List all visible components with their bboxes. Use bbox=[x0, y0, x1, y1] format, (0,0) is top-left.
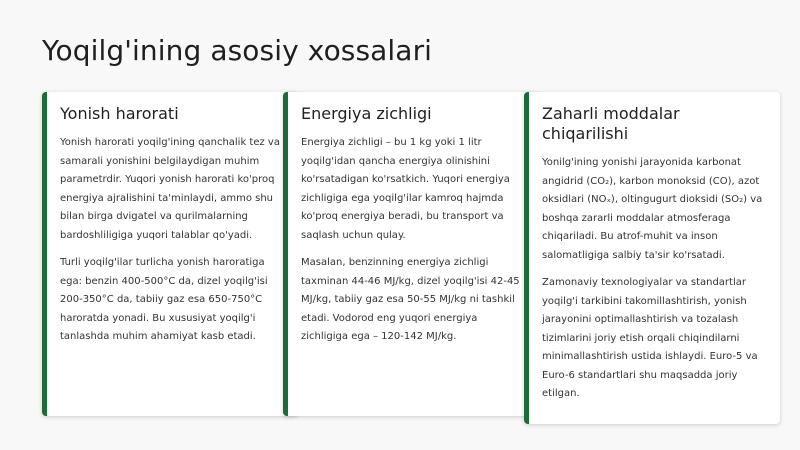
card-paragraph: Zamonaviy texnologiyalar va standartlar yoqilg'i tarkibini takomillashtirish, yonish jarayonini optimallashtirish va tozalash tizimlarini joriy etish orqali chiqindilarni minimallashtirish ustida ishlaydi. Euro-5 va Euro-6 standartlari shu maqsadda joriy etilgan. bbox=[542, 277, 758, 399]
card-paragraph: Yonilg'ining yonishi jarayonida karbonat angidrid (CO₂), karbon monoksid (CO), azot oksidlari (NOₓ), oltingugurt dioksidi (SO₂) va boshqa zararli moddalar atmosferaga chiqariladi. Bu atrof-muhit va inson salomatligiga salbiy ta'sir ko'rsatadi. bbox=[542, 157, 763, 261]
card-energiya-zichligi bbox=[283, 92, 539, 416]
card-heading: Energiya zichligi bbox=[301, 104, 432, 123]
card-paragraph: Yonish harorati yoqilg'ining qanchalik tez va samarali yonishini belgilaydigan muhim parametrdir. Yuqori yonish harorati ko'proq energiya ajralishini ta'minlaydi, ammo shu bilan birga dvigatel va qurilmalarning bardoshliligiga yuqori talablar qo'yadi. bbox=[60, 137, 280, 241]
card-paragraph: Turli yoqilg'ilar turlicha yonish haroratiga ega: benzin 400-500°C da, dizel yoqilg'isi 200-350°C da, tabiiy gaz esa 650-750°C haroratda yonadi. Bu xususiyat yoqilg'i tanlashda muhim ahamiyat kasb etadi. bbox=[60, 257, 268, 342]
card-heading: Zaharli moddalar chiqarilishi bbox=[542, 104, 680, 143]
page-title: Yoqilg'ining asosiy xossalari bbox=[42, 34, 433, 67]
card-zaharli-moddalar bbox=[524, 92, 780, 424]
card-yonish-harorati bbox=[42, 92, 298, 416]
card-paragraph: Energiya zichligi – bu 1 kg yoki 1 litr yoqilg'idan qancha energiya olinishini ko'rsatadigan ko'rsatkich. Yuqori energiya zichligiga ega yoqilg'ilar kamroq hajmda ko'proq energiya beradi, bu transport va saqlash uchun qulay. bbox=[301, 137, 510, 241]
card-heading: Yonish harorati bbox=[60, 104, 179, 123]
card-paragraph: Masalan, benzinning energiya zichligi taxminan 44-46 MJ/kg, dizel yoqilg'isi 42-45 MJ/kg, tabiiy gaz esa 50-55 MJ/kg ni tashkil etadi. Vodorod eng yuqori energiya zichligiga ega – 120-142 MJ/kg. bbox=[301, 257, 520, 342]
